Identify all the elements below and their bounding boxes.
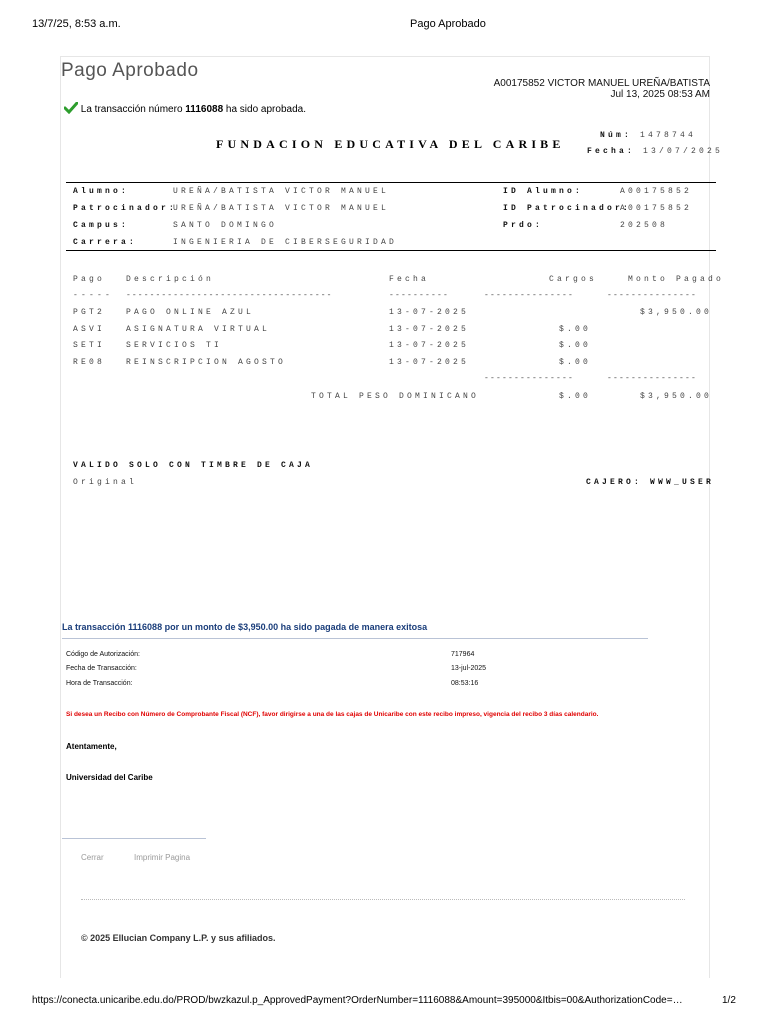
row-monto: $3,950.00: [639, 308, 712, 317]
confirmation-line: [64, 102, 306, 115]
carrera-value: INGENIERIA DE CIBERSEGURIDAD: [173, 238, 398, 247]
col-monto: Monto Pagado: [628, 275, 725, 284]
col-descripcion: Descripción: [126, 275, 215, 284]
codigo-label: Código de Autorización:: [66, 651, 140, 658]
col-cargos: Cargos: [549, 275, 598, 284]
divider: [66, 250, 716, 251]
print-url: https://conecta.unicaribe.edu.do/PROD/bwzkazul.p_ApprovedPayment?OrderNumber=1116088&Amount=395000&Itbis=00&AuthorizationCode=…: [32, 995, 683, 1006]
row-fecha: 13-07-2025: [389, 308, 470, 317]
signature: Universidad del Caribe: [66, 773, 153, 782]
total-dash-cargos: ---------------: [484, 374, 575, 383]
dash-cargos: ---------------: [484, 291, 575, 300]
row-pago: SETI: [73, 341, 106, 350]
atentamente: Atentamente,: [66, 742, 117, 751]
success-message: La transacción 1116088 por un monto de $3,950.00 ha sido pagada de manera exitosa: [62, 622, 428, 632]
divider: [62, 838, 206, 839]
divider: [66, 182, 716, 183]
dash-monto: ---------------: [607, 291, 698, 300]
dash-descripcion: -----------------------------------: [126, 291, 333, 300]
dash-pago: -----: [73, 291, 114, 300]
divider: [62, 638, 648, 639]
page-title: Pago Aprobado: [61, 60, 199, 81]
check-icon: [64, 102, 78, 114]
row-cargos: $.00: [558, 325, 591, 334]
hora-transaccion-value: 08:53:16: [451, 680, 479, 687]
row-fecha: 13-07-2025: [389, 341, 470, 350]
valido-text: VALIDO SOLO CON TIMBRE DE CAJA: [73, 461, 314, 470]
prdo-label: Prdo:: [503, 221, 544, 230]
row-descripcion: PAGO ONLINE AZUL: [126, 308, 255, 317]
campus-label: Campus:: [73, 221, 130, 230]
id-alumno-label: ID Alumno:: [503, 187, 584, 196]
confirmation-suffix: ha sido aprobada.: [223, 104, 306, 115]
patrocinador-label: Patrocinador:: [73, 204, 178, 213]
alumno-value: UREÑA/BATISTA VICTOR MANUEL: [173, 187, 390, 196]
cajero-text: CAJERO: WWW_USER: [585, 478, 714, 487]
receipt-number: Núm: 1478744: [600, 131, 697, 140]
cerrar-link[interactable]: Cerrar: [81, 853, 104, 862]
ncf-notice: Si desea un Recibo con Número de Comprobante Fiscal (NCF), favor dirigirse a una de las cajas de Unicaribe con este recibo impreso, vigencia del recibo 3 días calendario.: [66, 711, 599, 718]
col-pago: Pago: [73, 275, 106, 284]
col-fecha: Fecha: [389, 275, 430, 284]
id-alumno-value: A00175852: [620, 187, 693, 196]
row-fecha: 13-07-2025: [389, 358, 470, 367]
row-descripcion: REINSCRIPCION AGOSTO: [126, 358, 287, 367]
row-cargos: $.00: [558, 358, 591, 367]
patrocinador-value: UREÑA/BATISTA VICTOR MANUEL: [173, 204, 390, 213]
row-fecha: 13-07-2025: [389, 325, 470, 334]
hora-transaccion-label: Hora de Transacción:: [66, 680, 133, 687]
total-dash-monto: ---------------: [607, 374, 698, 383]
print-page-number: 1/2: [722, 995, 736, 1006]
confirmation-number: 1116088: [185, 104, 224, 115]
fecha-transaccion-value: 13-jul-2025: [451, 665, 487, 672]
user-line: A00175852 VICTOR MANUEL UREÑA/BATISTA: [493, 78, 710, 89]
codigo-value: 717964: [451, 651, 475, 658]
footer-divider: [81, 899, 685, 900]
id-patrocinador-label: ID Patrocinador:: [503, 204, 632, 213]
imprimir-link[interactable]: Imprimir Pagina: [134, 853, 191, 862]
prdo-value: 202508: [620, 221, 669, 230]
total-cargos: $.00: [558, 392, 591, 401]
total-label: TOTAL PESO DOMINICANO: [311, 392, 480, 401]
dash-fecha: ----------: [389, 291, 450, 300]
row-pago: RE08: [73, 358, 106, 367]
date-line: Jul 13, 2025 08:53 AM: [610, 89, 710, 100]
row-cargos: $.00: [558, 341, 591, 350]
confirmation-prefix: La transacción número: [80, 104, 186, 115]
receipt-date: Fecha: 13/07/2025: [587, 147, 724, 156]
row-pago: PGT2: [73, 308, 106, 317]
copyright: © 2025 Ellucian Company L.P. y sus afiliados.: [81, 933, 276, 943]
total-monto: $3,950.00: [639, 392, 712, 401]
fecha-transaccion-label: Fecha de Transacción:: [66, 665, 137, 672]
campus-value: SANTO DOMINGO: [173, 221, 278, 230]
carrera-label: Carrera:: [73, 238, 138, 247]
print-datetime: 13/7/25, 8:53 a.m.: [32, 18, 121, 30]
print-title: Pago Aprobado: [410, 18, 486, 30]
alumno-label: Alumno:: [73, 187, 130, 196]
id-patrocinador-value: A00175852: [620, 204, 693, 213]
row-pago: ASVI: [73, 325, 106, 334]
row-descripcion: SERVICIOS TI: [126, 341, 223, 350]
row-descripcion: ASIGNATURA VIRTUAL: [126, 325, 271, 334]
org-name: FUNDACION EDUCATIVA DEL CARIBE: [216, 137, 565, 151]
original-text: Original: [73, 478, 138, 487]
